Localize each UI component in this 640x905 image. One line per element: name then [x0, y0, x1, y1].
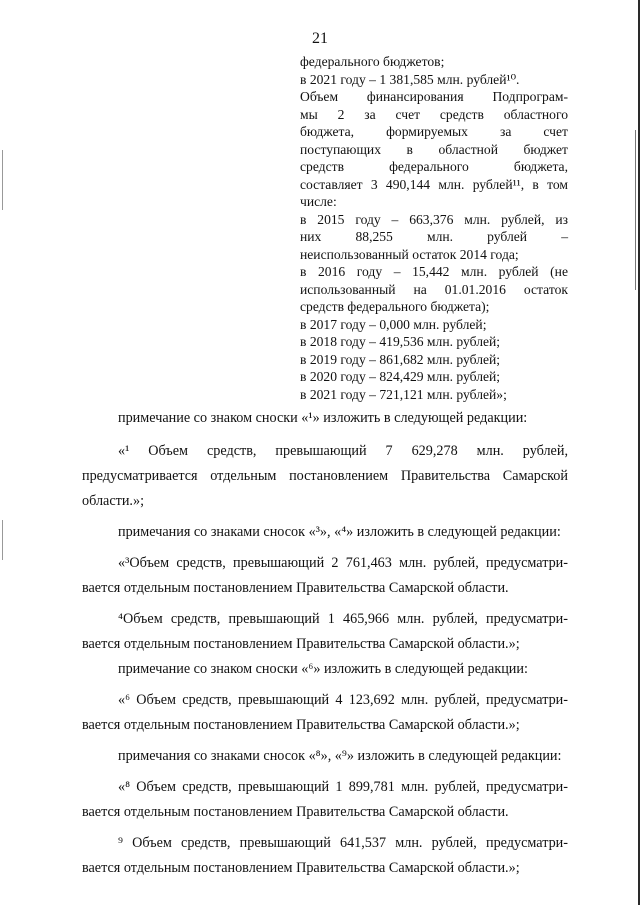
- amendment-line: примечание со знаком сноски «⁶» изложить в следующей редакции:: [118, 661, 528, 677]
- amendment-line: вается отдельным постановлением Правительства Самарской области.»;: [82, 636, 520, 652]
- funding-line: в 2019 году – 861,682 млн. рублей;: [300, 351, 501, 367]
- funding-line: в 2018 году – 419,536 млн. рублей;: [300, 334, 501, 349]
- amendment-line: вается отдельным постановлением Правительства Самарской области.»;: [82, 860, 520, 876]
- funding-line: неиспользованный остаток 2014 года;: [300, 246, 519, 262]
- funding-line: поступающих в областной бюджет: [300, 141, 568, 157]
- funding-column: [300, 53, 568, 403]
- amendment-line: вается отдельным постановлением Правительства Самарской области.»;: [82, 717, 520, 733]
- funding-line: в 2021 году – 1 381,585 млн. рублей¹⁰.: [300, 71, 520, 87]
- funding-line: федерального бюджетов;: [300, 54, 445, 69]
- amendment-line: ⁴Объем средств, превышающий 1 465,966 млн. рублей, предусматри-: [118, 611, 568, 627]
- funding-line: бюджета, формируемых за счет: [300, 124, 568, 139]
- scan-margin-mark: [2, 520, 3, 560]
- funding-line: числе:: [300, 194, 337, 209]
- amendment-line: вается отдельным постановлением Правительства Самарской области.: [82, 804, 509, 820]
- funding-line: в 2017 году – 0,000 млн. рублей;: [300, 316, 487, 332]
- amendment-line: ⁹ Объем средств, превышающий 641,537 млн. рублей, предусматри-: [118, 835, 568, 851]
- funding-line: них 88,255 млн. рублей –: [300, 229, 568, 244]
- funding-line: в 2021 году – 721,121 млн. рублей»;: [300, 386, 507, 402]
- funding-line: в 2015 году – 663,376 млн. рублей, из: [300, 211, 568, 227]
- amendment-line: области.»;: [82, 493, 145, 509]
- funding-line: составляет 3 490,144 млн. рублей¹¹, в том: [300, 176, 568, 192]
- amendment-line: вается отдельным постановлением Правительства Самарской области.: [82, 580, 509, 596]
- funding-line: Объем финансирования Подпрограм-: [300, 89, 568, 104]
- amendment-line: примечания со знаками сносок «³», «⁴» изложить в следующей редакции:: [118, 524, 561, 540]
- funding-line: в 2020 году – 824,429 млн. рублей;: [300, 369, 501, 384]
- funding-line: средств федерального бюджета,: [300, 159, 568, 174]
- page-number: 21: [312, 30, 328, 47]
- scan-edge-shadow: [635, 130, 636, 290]
- amendment-line: «¹ Объем средств, превышающий 7 629,278 млн. рублей,: [118, 443, 568, 459]
- funding-line: мы 2 за счет средств областного: [300, 106, 568, 122]
- amendment-line: «⁸ Объем средств, превышающий 1 899,781 млн. рублей, предусматри-: [118, 779, 568, 795]
- amendment-line: «⁶ Объем средств, превышающий 4 123,692 млн. рублей, предусматри-: [118, 692, 568, 708]
- amendment-text: [82, 406, 568, 881]
- funding-line: средств федерального бюджета);: [300, 299, 490, 314]
- amendment-line: примечание со знаком сноски «¹» изложить в следующей редакции:: [118, 410, 528, 426]
- scan-margin-mark: [2, 150, 3, 210]
- amendment-line: примечания со знаками сносок «⁸», «⁹» изложить в следующей редакции:: [118, 748, 562, 764]
- amendment-line: «³Объем средств, превышающий 2 761,463 млн. рублей, предусматри-: [118, 555, 568, 571]
- funding-line: в 2016 году – 15,442 млн. рублей (не: [300, 264, 568, 279]
- amendment-line: предусматривается отдельным постановлением Правительства Самарской: [82, 468, 568, 484]
- funding-line: использованный на 01.01.2016 остаток: [300, 281, 568, 297]
